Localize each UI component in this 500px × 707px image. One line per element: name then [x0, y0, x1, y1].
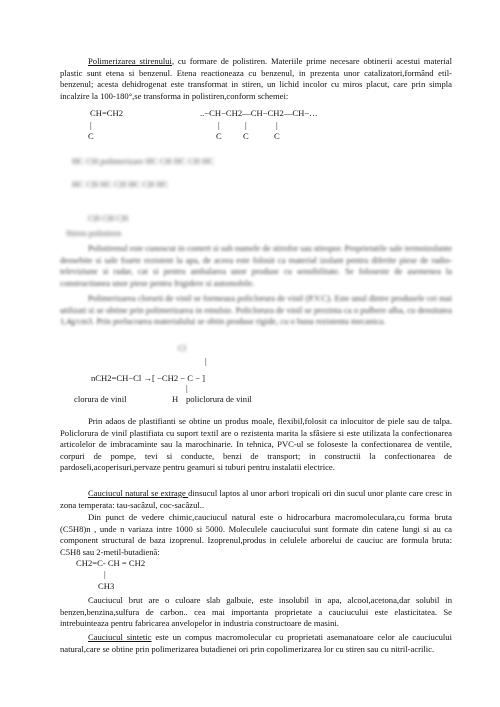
vinyl-chloride-label: clorura de vinil: [74, 394, 127, 404]
bond-line: |: [205, 356, 207, 366]
isoprene-main-chain: CH2=C- CH = CH2: [76, 558, 146, 568]
blurred-paragraph: Polimerizarea clorurii de vinil se formeaza policlorura de vinil (P.V.C). Este unul dintre produsele cei mai utilizati si se obtine prin polimerizarea in emulsie. Policlorura de vinil se prezinta ca o pulbere alba, cu densitatea 1,4g/cm3. Prin prelucrarea materialului se obtin produse rigide, cu o buna rezistenta mecanica.: [60, 293, 452, 327]
bond-line: |: [90, 120, 92, 130]
paragraph-synthetic-rubber: Cauciucul sintetic este un compus macromolecular cu proprietati asemanatoare celor ale cauciucului natural,care se obtine prin polimerizarea butadienei ori prin copolimerizarea lor cu stiren sau cu nitril-acrilic.: [60, 632, 452, 654]
ring-carbon: C: [274, 131, 280, 141]
ring-carbon: C: [88, 131, 94, 141]
paragraph-pvc-uses: Prin adaos de plastifianti se obtine un produs moale, flexibil,folosit ca inlocuitor de piele sau de talpa. Policlorura de vinil plastifiata cu suport textil are o rezistenta marita la sfâsiere si este utilizata la confectionarea articolelor de imbracaminte sau la marochinarie. In tehnica, PVC-ul se foloseste la confectionarea de ventile, corpuri de pompe, tevi si conducte, benzi de transport; in constructii la confectionarea de pardoseli,acoperisuri,pervaze pentru geamuri si tuburi pentru instalatii electrice.: [60, 416, 452, 473]
heading-synthetic-rubber: Cauciucul sintetic: [88, 632, 152, 642]
blurred-paragraph: Polistirenul este cunoscut in comert si sub numele de stirofor sau stiropor. Proprietatile sale termoizolante deosebite si sale foarte rezistent la apa, de aceea este folosit ca material izolant pentru diferite piese de radio-televiziune si radar, cat si pentru ambalarea unor produse cu sensibilitate. Se foloseste de asemenea la constructiunea unor piese pentru frigidere si automobile.: [60, 243, 452, 288]
paragraph-raw-rubber: Cauciucul brut are o culoare slab galbuie, este insolubil in apa, alcool,acetona,dar solubil in benzen,benzina,sulfura de carbon.. cea mai importanta proprietate a cauciucului este elasticitatea. Se intrebuinteaza pentru fabricarea anvelopelor in industria constructoare de masini.: [60, 595, 452, 629]
bond-line: |: [218, 120, 220, 130]
blurred-ring-row: CH CH CH: [88, 213, 129, 223]
bond-line: |: [104, 569, 106, 579]
paragraph-natural-rubber: Cauciucul natural se extrage dinsucul laptos al unor arbori tropicali ori din sucul unor plante care cresc in zona temperata: tau-sacâzul, coc-sacâzul..: [60, 488, 452, 510]
blurred-ring-row: HC CH polimerizare HC CH HC CH HC: [72, 156, 215, 166]
pvc-label: policlorura de vinil: [186, 394, 252, 404]
polystyrene-chain: ..−CH−CH2—CH−CH2—CH−…: [200, 108, 318, 118]
paragraph-polystyrene: Polimerizarea stirenului, cu formare de polistiren. Materiile prime necesare obtinerii acestui material plastic sunt etena si benzenul. Etena reactioneaza cu benzenul, in prezenta unor catalizatori,formând etil-benzenul; acesta dehidrogenat este transformat in stiren, un lichid incolor cu miros placut, care prin simpla incalzire la 100-180°,se transforma in polistiren,conform schemei:: [60, 56, 452, 101]
bond-line: |: [186, 383, 188, 393]
heading-polystyrene: Polimerizarea stirenului: [88, 56, 172, 66]
ring-carbon: C: [216, 131, 222, 141]
heading-natural-rubber: Cauciucul natural se extrage: [88, 488, 189, 498]
bond-line: |: [276, 120, 278, 130]
bond-line: |: [245, 120, 247, 130]
hydrogen-label: H: [172, 394, 179, 404]
pvc-equation: nCH2=CH−Cl →[ −CH2 − C − ]: [91, 373, 205, 383]
ring-carbon: C: [243, 131, 249, 141]
styrene-formula: CH=CH2: [90, 108, 124, 118]
blurred-scheme-labels: Stiren polistiren: [66, 228, 122, 238]
paragraph-rubber-chemistry: Din punct de vedere chimic,cauciucul natural este o hidrocarbura macromoleculara,cu forma bruta (C5H8)n , unde n variaza intre 1000 si 5000. Moleculele cauciucului sunt formate din catene lungi si au ca component structural de baza izoprenul. Izoprenul,produs in celulele arborelui de cauciuc are formula bruta: C5H8 sau 2-metil-butadienă:: [60, 512, 452, 557]
methyl-group: CH3: [98, 581, 115, 591]
blurred-chlorine: Cl: [178, 343, 187, 353]
blurred-ring-row: HC CH HC CH HC CH HC: [72, 179, 169, 189]
